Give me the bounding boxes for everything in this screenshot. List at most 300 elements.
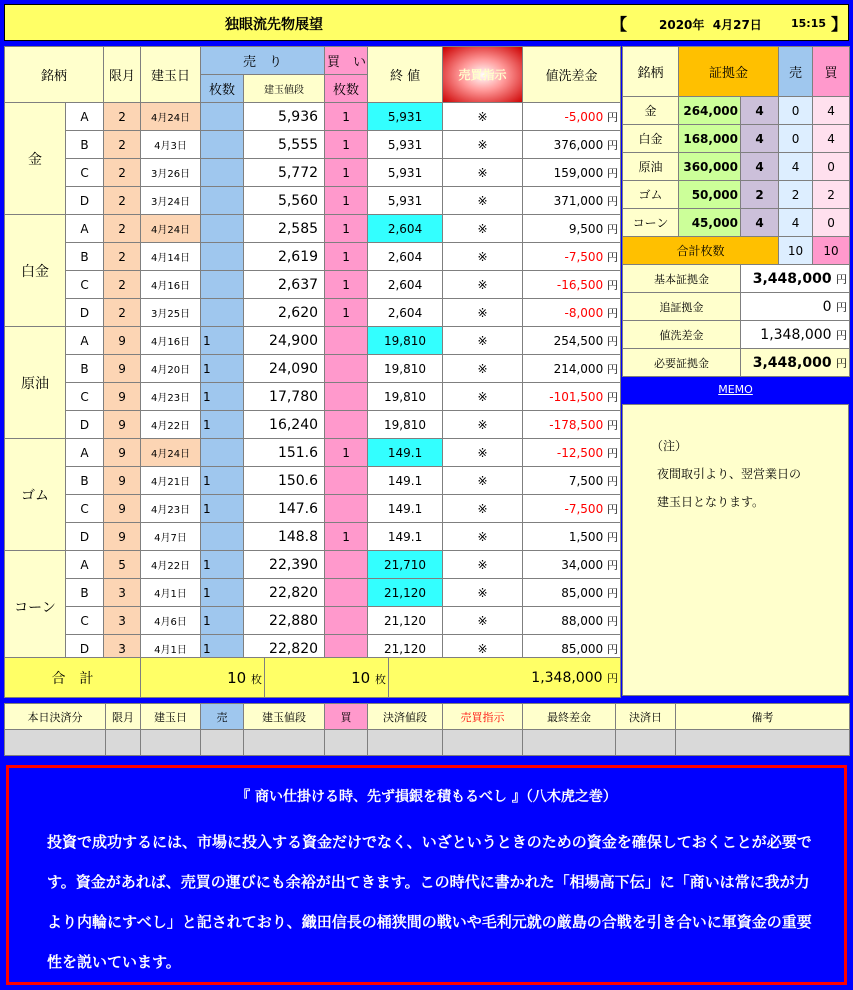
uri-count-cell: [201, 187, 244, 215]
tategyokubi-cell: 4月24日: [141, 215, 201, 243]
gengetsu-cell: 3: [104, 635, 141, 663]
position-row: [5, 411, 621, 439]
close-price-cell: 149.1: [368, 467, 443, 495]
close-price-cell: 149.1: [368, 523, 443, 551]
close-price-cell: 21,120: [368, 579, 443, 607]
commodity-name: コーン: [5, 551, 66, 663]
nearai-value: -101,500: [549, 389, 604, 404]
close-price-cell: 19,810: [368, 411, 443, 439]
yen-unit: 円: [836, 356, 848, 370]
row-letter: A: [66, 103, 104, 131]
yen-unit: 円: [836, 328, 848, 342]
row-letter: C: [66, 159, 104, 187]
gengetsu-cell: 2: [104, 187, 141, 215]
baibai-signal-cell: ※: [443, 579, 523, 607]
tategyoku-price-cell: 22,880: [244, 607, 325, 635]
total-kai-unit: 枚: [375, 672, 386, 686]
row-letter: A: [66, 327, 104, 355]
summary-value-cell: [741, 349, 850, 377]
margin-kai: 4: [813, 97, 850, 125]
margin-uri: 0: [779, 97, 813, 125]
uri-count-cell: [201, 271, 244, 299]
yen-unit: 円: [607, 586, 619, 600]
settle-cell[interactable]: [676, 730, 850, 756]
tategyoku-price-cell: 24,900: [244, 327, 325, 355]
kai-count-cell: 1: [325, 159, 368, 187]
yen-unit: 円: [607, 474, 619, 488]
yen-unit: 円: [607, 502, 619, 516]
row-letter: B: [66, 579, 104, 607]
gengetsu-cell: 2: [104, 159, 141, 187]
nearai-value: 85,000: [561, 641, 604, 656]
yen-unit: 円: [607, 166, 619, 180]
settle-cell[interactable]: [141, 730, 201, 756]
nearai-value: -178,500: [549, 417, 604, 432]
settle-header: 建玉値段: [244, 704, 325, 730]
baibai-signal-cell: ※: [443, 103, 523, 131]
margin-uri: 4: [779, 209, 813, 237]
settle-cell[interactable]: [616, 730, 676, 756]
summary-value-cell: [741, 293, 850, 321]
position-row: [5, 579, 621, 607]
memo-line-3: 建玉日となります。: [657, 495, 765, 509]
uri-count-cell: 1: [201, 327, 244, 355]
nearai-cell: [523, 271, 621, 299]
total-uri-unit: 枚: [251, 672, 262, 686]
baibai-signal-cell: ※: [443, 187, 523, 215]
margin-row: [623, 209, 850, 237]
tategyokubi-cell: 4月23日: [141, 495, 201, 523]
tategyoku-price-cell: 147.6: [244, 495, 325, 523]
gengetsu-cell: 9: [104, 355, 141, 383]
baibai-signal-cell: ※: [443, 635, 523, 663]
date-label: 2020年 4月27日: [659, 18, 762, 32]
margin-uri: 4: [779, 153, 813, 181]
tategyokubi-cell: 4月16日: [141, 271, 201, 299]
kai-count-cell: 1: [325, 215, 368, 243]
commodity-name: 白金: [5, 215, 66, 327]
yen-unit: 円: [836, 300, 848, 314]
settle-header: 限月: [106, 704, 141, 730]
nearai-cell: [523, 243, 621, 271]
kai-count-cell: 1: [325, 299, 368, 327]
nearai-cell: [523, 551, 621, 579]
position-row: [5, 551, 621, 579]
position-row: [5, 355, 621, 383]
uri-count-cell: 1: [201, 411, 244, 439]
uri-count-cell: [201, 299, 244, 327]
uri-count-cell: [201, 131, 244, 159]
margin-lots: 2: [741, 181, 779, 209]
total-yen: 円: [607, 671, 618, 685]
header-owarine: 終 値: [368, 47, 443, 103]
kai-count-cell: 1: [325, 131, 368, 159]
close-price-cell: 19,810: [368, 327, 443, 355]
nearai-value: -5,000: [564, 109, 604, 124]
settlement-table: [4, 703, 850, 756]
position-row: [5, 327, 621, 355]
baibai-signal-cell: ※: [443, 551, 523, 579]
row-letter: D: [66, 635, 104, 663]
tategyoku-price-cell: 5,936: [244, 103, 325, 131]
row-letter: B: [66, 243, 104, 271]
tategyokubi-cell: 4月21日: [141, 467, 201, 495]
tategyokubi-cell: 3月25日: [141, 299, 201, 327]
nearai-cell: [523, 103, 621, 131]
yen-unit: 円: [607, 194, 619, 208]
kai-count-cell: 1: [325, 523, 368, 551]
baibai-signal-cell: ※: [443, 327, 523, 355]
tategyokubi-cell: 4月24日: [141, 103, 201, 131]
baibai-signal-cell: ※: [443, 271, 523, 299]
yen-unit: 円: [607, 642, 619, 656]
nearai-cell: [523, 467, 621, 495]
close-price-cell: 2,604: [368, 243, 443, 271]
baibai-signal-cell: ※: [443, 383, 523, 411]
gengetsu-cell: 5: [104, 551, 141, 579]
margin-amount: 45,000: [679, 209, 741, 237]
settle-header: 最終差金: [523, 704, 616, 730]
total-kai-count: 10: [351, 668, 371, 687]
kai-count-cell: [325, 327, 368, 355]
nearai-value: -12,500: [556, 445, 604, 460]
nearai-value: -7,500: [564, 249, 604, 264]
gengetsu-cell: 2: [104, 215, 141, 243]
uri-count-cell: [201, 523, 244, 551]
gengetsu-cell: 3: [104, 607, 141, 635]
side-header-shokokin: 証拠金: [679, 47, 779, 97]
gengetsu-cell: 2: [104, 131, 141, 159]
margin-row: [623, 125, 850, 153]
row-letter: C: [66, 607, 104, 635]
uri-count-cell: 1: [201, 467, 244, 495]
margin-commodity: 白金: [623, 125, 679, 153]
gengetsu-cell: 3: [104, 579, 141, 607]
tategyoku-price-cell: 2,585: [244, 215, 325, 243]
close-price-cell: 21,710: [368, 551, 443, 579]
close-price-cell: 19,810: [368, 355, 443, 383]
margin-commodity: ゴム: [623, 181, 679, 209]
settle-cell[interactable]: [523, 730, 616, 756]
baibai-signal-cell: ※: [443, 355, 523, 383]
settle-header: 建玉日: [141, 704, 201, 730]
margin-commodity: 金: [623, 97, 679, 125]
tategyoku-price-cell: 5,560: [244, 187, 325, 215]
row-letter: A: [66, 215, 104, 243]
kai-count-cell: 1: [325, 439, 368, 467]
kai-count-cell: [325, 383, 368, 411]
margin-row: [623, 181, 850, 209]
baibai-signal-cell: ※: [443, 467, 523, 495]
tategyoku-price-cell: 16,240: [244, 411, 325, 439]
position-row: [5, 607, 621, 635]
settle-header: 決済日: [616, 704, 676, 730]
nearai-cell: [523, 607, 621, 635]
tategyokubi-cell: 3月24日: [141, 187, 201, 215]
row-letter: B: [66, 467, 104, 495]
row-letter: D: [66, 187, 104, 215]
margin-commodity: コーン: [623, 209, 679, 237]
title-bar: [4, 4, 849, 41]
tategyoku-price-cell: 5,555: [244, 131, 325, 159]
memo-line-1: （注）: [651, 439, 688, 453]
uri-count-cell: 1: [201, 383, 244, 411]
gengetsu-cell: 2: [104, 103, 141, 131]
kai-count-cell: [325, 355, 368, 383]
header-baibai-button[interactable]: 売買指示: [443, 47, 523, 103]
nearai-value: 9,500: [568, 221, 604, 236]
total-uri-count: 10: [227, 668, 247, 687]
yen-unit: 円: [607, 222, 619, 236]
nearai-cell: [523, 159, 621, 187]
total-diff: 1,348,000: [531, 669, 603, 686]
side-header-uri: 売: [779, 47, 813, 97]
margin-kai: 2: [813, 181, 850, 209]
tategyoku-price-cell: 22,820: [244, 579, 325, 607]
settle-header: 備考: [676, 704, 850, 730]
margin-lots: 4: [741, 125, 779, 153]
settle-cell[interactable]: [201, 730, 244, 756]
kai-count-cell: [325, 467, 368, 495]
row-letter: B: [66, 131, 104, 159]
settle-header: 売: [201, 704, 244, 730]
tategyoku-price-cell: 22,820: [244, 635, 325, 663]
kai-count-cell: [325, 551, 368, 579]
tategyokubi-cell: 4月22日: [141, 411, 201, 439]
side-header-meigara: 銘柄: [623, 47, 679, 97]
nearai-value: 7,500: [568, 473, 604, 488]
baibai-signal-cell: ※: [443, 159, 523, 187]
position-row: [5, 187, 621, 215]
position-row: [5, 215, 621, 243]
row-letter: D: [66, 411, 104, 439]
margin-amount: 50,000: [679, 181, 741, 209]
yen-unit: 円: [836, 272, 848, 286]
tategyokubi-cell: 4月24日: [141, 439, 201, 467]
summary-label: 値洗差金: [623, 321, 741, 349]
row-letter: C: [66, 495, 104, 523]
settle-cell[interactable]: [5, 730, 106, 756]
tategyokubi-cell: 4月3日: [141, 131, 201, 159]
gengetsu-cell: 9: [104, 411, 141, 439]
position-row: [5, 383, 621, 411]
kai-count-cell: [325, 495, 368, 523]
margin-amount: 360,000: [679, 153, 741, 181]
total-lots-label: 合計枚数: [623, 237, 779, 265]
margin-lots: 4: [741, 97, 779, 125]
kai-count-cell: [325, 411, 368, 439]
margin-amount: 264,000: [679, 97, 741, 125]
summary-label: 必要証拠金: [623, 349, 741, 377]
total-lots-uri: 10: [779, 237, 813, 265]
row-letter: D: [66, 523, 104, 551]
uri-count-cell: [201, 215, 244, 243]
tategyoku-price-cell: 2,637: [244, 271, 325, 299]
total-lots-kai: 10: [813, 237, 850, 265]
settle-header: 決済値段: [368, 704, 443, 730]
yen-unit: 円: [607, 334, 619, 348]
tategyokubi-cell: 3月26日: [141, 159, 201, 187]
nearai-cell: [523, 215, 621, 243]
uri-count-cell: [201, 159, 244, 187]
total-row: [4, 657, 621, 698]
kai-count-cell: 1: [325, 243, 368, 271]
uri-count-cell: 1: [201, 551, 244, 579]
yen-unit: 円: [607, 558, 619, 572]
settle-header: 買: [325, 704, 368, 730]
side-header-kai: 買: [813, 47, 850, 97]
nearai-cell: [523, 411, 621, 439]
row-letter: B: [66, 355, 104, 383]
header-kai: 買 い: [325, 47, 368, 75]
nearai-value: 254,500: [553, 333, 604, 348]
baibai-signal-cell: ※: [443, 243, 523, 271]
uri-count-cell: [201, 103, 244, 131]
gengetsu-cell: 9: [104, 439, 141, 467]
summary-value: 0: [822, 298, 832, 315]
uri-count-cell: 1: [201, 635, 244, 663]
close-price-cell: 2,604: [368, 271, 443, 299]
header-uri: 売 り: [201, 47, 325, 75]
commodity-name: 金: [5, 103, 66, 215]
position-row: [5, 495, 621, 523]
quote-title: 『 商い仕掛ける時、先ず損銀を積もるべし 』（八木虎之巻）: [236, 789, 617, 805]
gengetsu-cell: 9: [104, 383, 141, 411]
header-nearai: 値洗差金: [523, 47, 621, 103]
close-price-cell: 19,810: [368, 383, 443, 411]
settle-cell[interactable]: [443, 730, 523, 756]
gengetsu-cell: 2: [104, 299, 141, 327]
close-price-cell: 149.1: [368, 439, 443, 467]
margin-lots: 4: [741, 209, 779, 237]
summary-value: 3,448,000: [752, 270, 832, 287]
uri-count-cell: 1: [201, 579, 244, 607]
total-label: 合 計: [5, 658, 141, 698]
quote-box: [6, 765, 847, 985]
gengetsu-cell: 9: [104, 467, 141, 495]
position-row: [5, 299, 621, 327]
gengetsu-cell: 9: [104, 495, 141, 523]
summary-value: 3,448,000: [752, 354, 832, 371]
summary-value: 1,348,000: [760, 326, 832, 343]
tategyokubi-cell: 4月6日: [141, 607, 201, 635]
nearai-cell: [523, 299, 621, 327]
margin-kai: 4: [813, 125, 850, 153]
margin-uri: 0: [779, 125, 813, 153]
nearai-cell: [523, 355, 621, 383]
yen-unit: 円: [607, 390, 619, 404]
margin-kai: 0: [813, 209, 850, 237]
settle-header: 売買指示: [443, 704, 523, 730]
yen-unit: 円: [607, 306, 619, 320]
nearai-value: 1,500: [568, 529, 604, 544]
yen-unit: 円: [607, 278, 619, 292]
summary-value-cell: [741, 321, 850, 349]
nearai-value: 34,000: [561, 557, 604, 572]
commodity-name: ゴム: [5, 439, 66, 551]
row-letter: D: [66, 299, 104, 327]
yen-unit: 円: [607, 362, 619, 376]
quote-body: 投資で成功するには、市場に投入する資金だけでなく、いざというときのための資金を確保しておくことが必要です。資金があれば、売買の運びにも余裕が出てきます。この時代に書かれた「相場高下伝」に「商いは常に我が力より内輪にすべし」と記されており、織田信長の桶狭間の戦いや毛利元就の厳島の合戦を引き合いに軍資金の重要性を説いています。: [47, 833, 812, 971]
tategyokubi-cell: 4月20日: [141, 355, 201, 383]
time-label: 15:15: [791, 17, 827, 30]
nearai-cell: [523, 523, 621, 551]
header-gengetsu: 限月: [104, 47, 141, 103]
settle-cell[interactable]: [368, 730, 443, 756]
margin-uri: 2: [779, 181, 813, 209]
uri-count-cell: 1: [201, 355, 244, 383]
yen-unit: 円: [607, 110, 619, 124]
baibai-signal-cell: ※: [443, 411, 523, 439]
close-price-cell: 5,931: [368, 103, 443, 131]
uri-count-cell: [201, 243, 244, 271]
tategyoku-price-cell: 2,619: [244, 243, 325, 271]
margin-row: [623, 97, 850, 125]
nearai-value: -16,500: [556, 277, 604, 292]
summary-label: 基本証拠金: [623, 265, 741, 293]
nearai-value: 88,000: [561, 613, 604, 628]
margin-commodity: 原油: [623, 153, 679, 181]
position-row: [5, 243, 621, 271]
nearai-value: 214,000: [553, 361, 604, 376]
settle-cell[interactable]: [325, 730, 368, 756]
baibai-signal-cell: ※: [443, 523, 523, 551]
yen-unit: 円: [607, 446, 619, 460]
close-price-cell: 21,120: [368, 607, 443, 635]
memo-link[interactable]: MEMO: [718, 383, 753, 396]
position-row: [5, 467, 621, 495]
uri-count-cell: 1: [201, 495, 244, 523]
summary-label: 追証拠金: [623, 293, 741, 321]
gengetsu-cell: 2: [104, 271, 141, 299]
baibai-signal-cell: ※: [443, 439, 523, 467]
tategyokubi-cell: 4月7日: [141, 523, 201, 551]
margin-table: [622, 46, 850, 377]
settle-cell[interactable]: [244, 730, 325, 756]
tategyokubi-cell: 4月1日: [141, 579, 201, 607]
tategyokubi-cell: 4月23日: [141, 383, 201, 411]
baibai-signal-cell: ※: [443, 131, 523, 159]
row-letter: C: [66, 271, 104, 299]
tategyoku-price-cell: 2,620: [244, 299, 325, 327]
tategyokubi-cell: 4月1日: [141, 635, 201, 663]
close-price-cell: 2,604: [368, 299, 443, 327]
positions-table: [4, 46, 621, 663]
kai-count-cell: 1: [325, 187, 368, 215]
page-title: 独眼流先物展望: [225, 17, 323, 33]
position-row: [5, 271, 621, 299]
gengetsu-cell: 2: [104, 243, 141, 271]
tategyokubi-cell: 4月14日: [141, 243, 201, 271]
kai-count-cell: [325, 607, 368, 635]
tategyokubi-cell: 4月16日: [141, 327, 201, 355]
kai-count-cell: 1: [325, 103, 368, 131]
nearai-cell: [523, 187, 621, 215]
nearai-cell: [523, 495, 621, 523]
close-price-cell: 5,931: [368, 187, 443, 215]
nearai-cell: [523, 439, 621, 467]
tategyoku-price-cell: 24,090: [244, 355, 325, 383]
nearai-value: 376,000: [553, 137, 604, 152]
position-row: [5, 439, 621, 467]
bracket-left: 【: [611, 15, 628, 34]
settle-cell[interactable]: [106, 730, 141, 756]
yen-unit: 円: [607, 614, 619, 628]
summary-value-cell: [741, 265, 850, 293]
nearai-cell: [523, 383, 621, 411]
position-row: [5, 159, 621, 187]
row-letter: A: [66, 439, 104, 467]
